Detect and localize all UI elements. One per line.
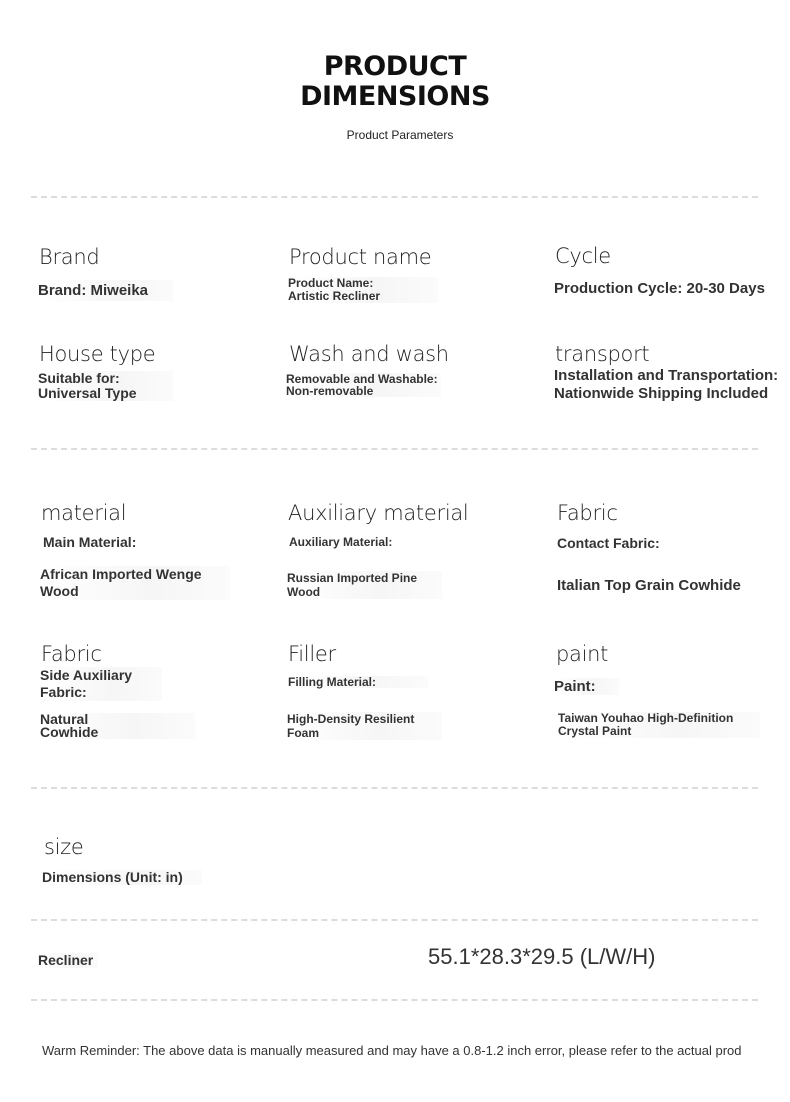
house-type-heading: House type <box>39 342 156 366</box>
product-name-line2: Artistic Recliner <box>288 289 381 303</box>
side-fabric-line2: Cowhide <box>40 724 99 740</box>
brand-value: Brand: Miweika <box>38 280 173 301</box>
side-fabric-value <box>40 713 195 739</box>
transport-line2: Nationwide Shipping Included <box>554 385 769 402</box>
wash-heading: Wash and wash <box>289 342 449 366</box>
filler-line2: Foam <box>287 726 320 740</box>
size-heading: size <box>44 835 84 859</box>
filler-value <box>287 712 442 740</box>
house-type-line2: Universal Type <box>38 385 137 401</box>
filler-label: Filling Material: <box>288 676 428 688</box>
page-subtitle: Product Parameters <box>346 128 454 142</box>
product-name-value <box>288 277 438 303</box>
paint-label: Paint: <box>554 678 619 695</box>
fabric-value: Italian Top Grain Cowhide <box>557 577 741 594</box>
warm-reminder: Warm Reminder: The above data is manually measured and may have a 0.8-1.2 inch error, please refer to the actual prod <box>42 1043 742 1058</box>
fabric-label: Contact Fabric: <box>557 535 660 551</box>
divider <box>31 999 758 1001</box>
product-name-heading: Product name <box>289 245 432 269</box>
side-fabric-label-line1: Side Auxiliary <box>40 667 133 683</box>
divider <box>31 196 758 198</box>
auxiliary-line1: Russian Imported Pine <box>287 571 418 585</box>
house-type-line1: Suitable for: <box>38 370 120 386</box>
page-title-line1: PRODUCT <box>323 51 467 82</box>
side-fabric-label <box>40 667 162 701</box>
cycle-value: Production Cycle: 20-30 Days <box>554 280 765 297</box>
transport-line1: Installation and Transportation: <box>554 367 779 384</box>
divider <box>31 787 758 789</box>
size-row-value: 55.1*28.3*29.5 (L/W/H) <box>428 944 656 969</box>
fabric-heading: Fabric <box>557 501 618 525</box>
auxiliary-value <box>287 571 442 599</box>
auxiliary-line2: Wood <box>287 585 321 599</box>
cycle-heading: Cycle <box>555 244 611 268</box>
divider <box>31 919 758 921</box>
wash-line2: Non-removable <box>286 384 374 398</box>
wash-value <box>286 373 441 397</box>
size-row-label: Recliner <box>38 953 98 968</box>
brand-heading: Brand <box>39 245 100 269</box>
auxiliary-label: Auxiliary Material: <box>289 535 393 549</box>
material-label: Main Material: <box>43 534 137 550</box>
side-fabric-line1: Natural <box>40 711 89 727</box>
side-fabric-label-line2: Fabric: <box>40 684 87 700</box>
paint-line1: Taiwan Youhao High-Definition <box>558 711 734 725</box>
page-title <box>0 52 790 112</box>
filler-heading: Filler <box>288 642 336 666</box>
transport-value <box>554 367 790 403</box>
filler-line1: High-Density Resilient <box>287 712 415 726</box>
auxiliary-heading: Auxiliary material <box>288 501 469 525</box>
product-name-line1: Product Name: <box>288 276 374 290</box>
page-title-line2: DIMENSIONS <box>300 81 490 112</box>
wash-line1: Removable and Washable: <box>286 372 438 386</box>
size-label: Dimensions (Unit: in) <box>42 870 202 885</box>
paint-value <box>558 712 760 738</box>
material-line1: African Imported Wenge <box>40 566 202 582</box>
material-value <box>40 566 230 600</box>
divider <box>31 448 758 450</box>
paint-line2: Crystal Paint <box>558 724 632 738</box>
transport-heading: transport <box>555 342 650 366</box>
material-heading: material <box>41 501 127 525</box>
house-type-value <box>38 371 173 401</box>
material-line2: Wood <box>40 583 79 599</box>
side-fabric-heading: Fabric <box>41 642 102 666</box>
paint-heading: paint <box>556 642 609 666</box>
